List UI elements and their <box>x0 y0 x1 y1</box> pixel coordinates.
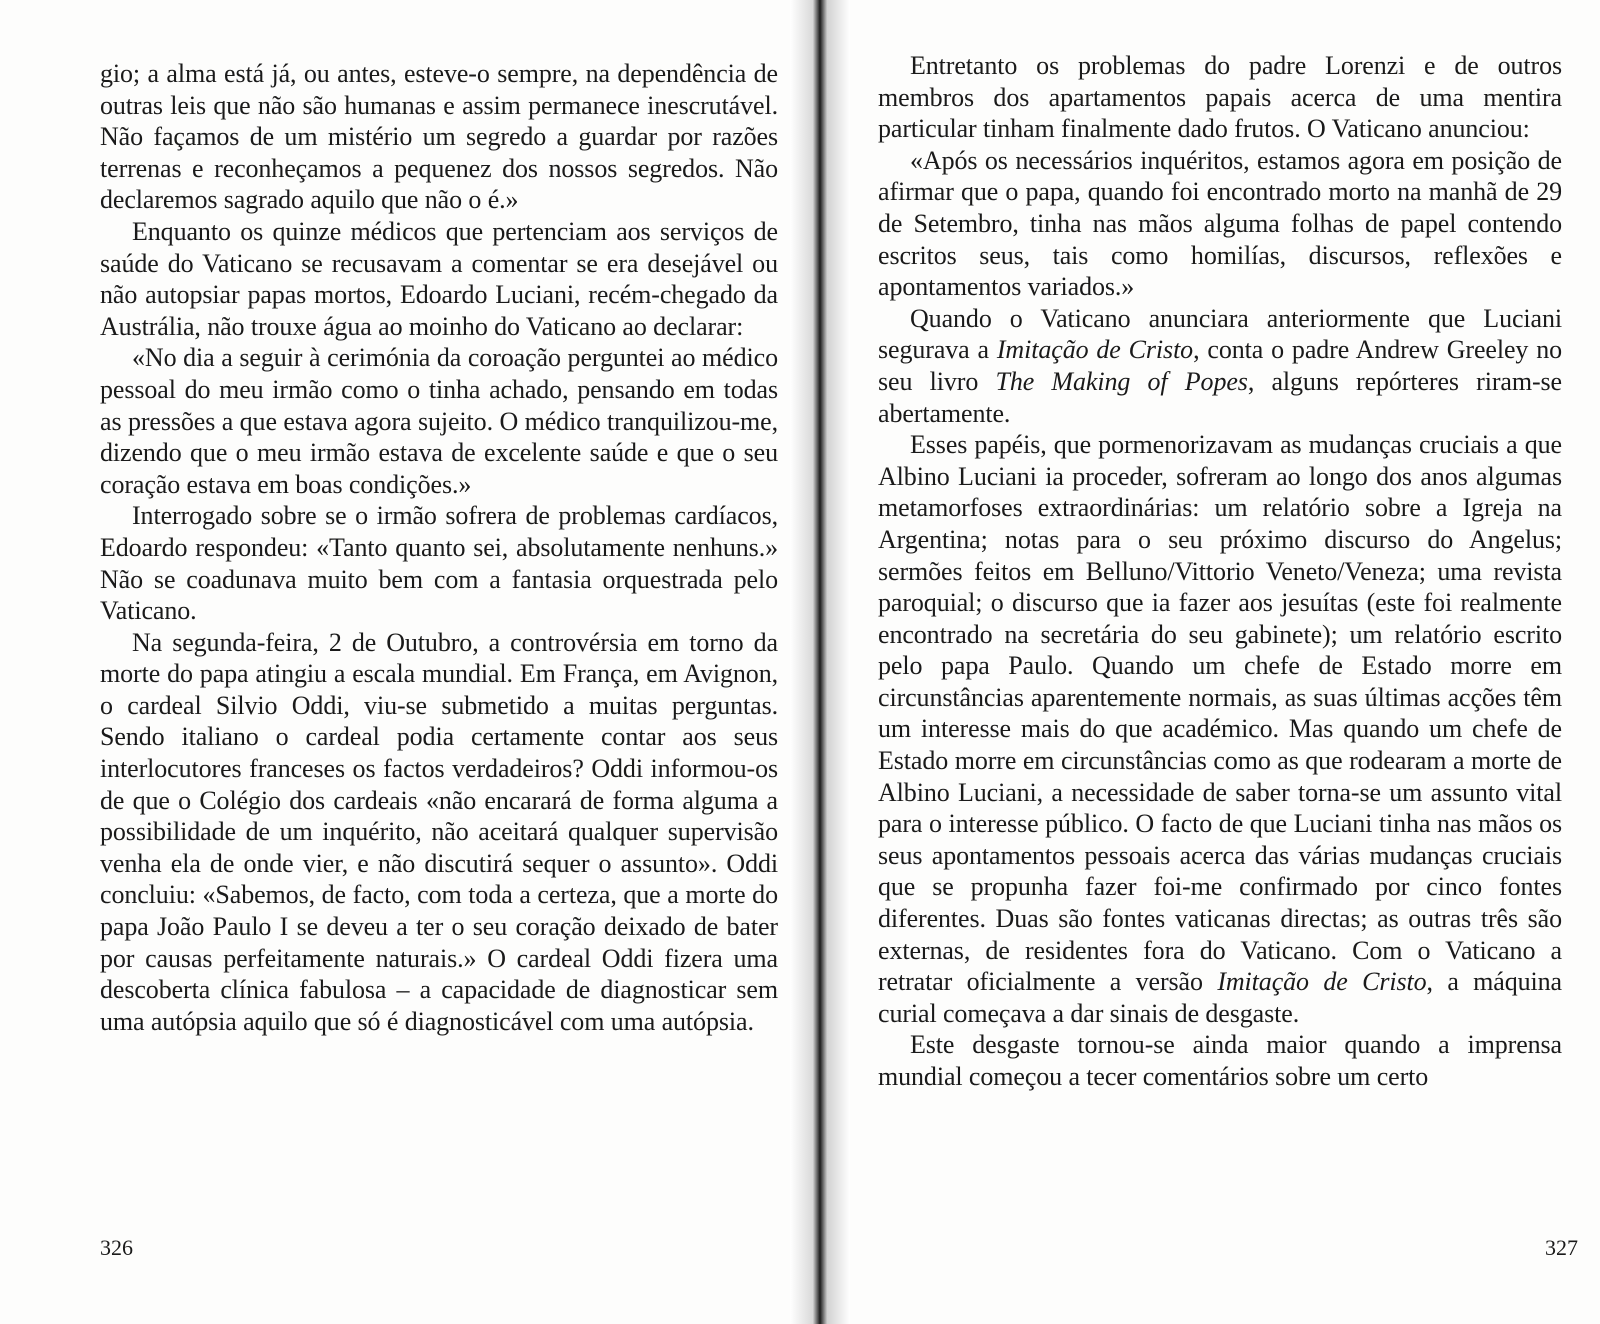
book-title-italic: The Making of Popes <box>995 366 1248 396</box>
paragraph <box>878 429 1562 1029</box>
page-number: 326 <box>100 1235 133 1260</box>
left-page-text <box>100 58 778 1037</box>
paragraph-text: Quando o Vaticano anunciara anteriormente que Luciani segurava a <box>878 303 1562 365</box>
paragraph-text: Esses papéis, que pormenorizavam as mudanças cruciais a que Albino Luciani ia proceder, sofreram ao longo dos anos algumas metamorfoses extraordinárias: um relatório sobre a Igreja na Argentina; notas para o seu próximo discurso do Angelus; sermões feitos em Belluno/Vittorio Veneto/Veneza; uma revista paroquial; o discurso que ia fazer aos jesuítas (este foi realmente encontrado na secretária do seu gabinete); um relatório escrito pelo papa Paulo. Quando um chefe de Estado morre em circunstâncias aparentemente normais, as suas últimas acções têm um interesse mais do que académico. Mas quando um chefe de Estado morre em circunstâncias como as que rodearam a morte de Albino Luciani, a necessidade de saber torna-se um assunto vital para o interesse público. O facto de que Luciani tinha nas mãos os seus apontamentos pessoais acerca das várias mudanças cruciais que se propunha fazer foi-me confirmado por cinco fontes diferentes. Duas são fontes vaticanas directas; as outras três são externas, de residentes fora do Vaticano. Com o Vaticano a retratar oficialmente a versão <box>878 430 1562 997</box>
book-title-italic: Imitação de Cristo <box>1217 967 1427 997</box>
page-number: 327 <box>1545 1235 1578 1260</box>
paragraph: Interrogado sobre se o irmão sofrera de problemas cardíacos, Edoardo respondeu: «Tanto quanto sei, absolutamente nenhuns.» Não se coadunava muito bem com a fantasia orquestrada pelo Vaticano. <box>100 501 778 626</box>
right-page <box>850 0 1600 1324</box>
paragraph: Entretanto os problemas do padre Lorenzi e de outros membros dos apartamentos papais acerca de uma mentira particular tinham finalmente dado frutos. O Vaticano anunciou: <box>878 51 1562 144</box>
paragraph: Na segunda-feira, 2 de Outubro, a controvérsia em torno da morte do papa atingiu a escala mundial. Em França, em Avignon, o cardeal Silvio Oddi, viu-se submetido a muitas perguntas. Sendo italiano o cardeal podia certamente contar aos seus interlocutores franceses os factos verdadeiros? Oddi informou-os de que o Colégio dos cardeais «não encarará de forma alguma a possibilidade de um inquérito, não aceitará qualquer supervisão venha ela de onde vier, e não discutirá sequer o assunto». Oddi concluiu: «Sabemos, de facto, com toda a certeza, que a morte do papa João Paulo I se deveu a ter o seu coração deixado de bater por causas perfeitamente naturais.» O cardeal Oddi fizera uma descoberta clínica fabulosa – a capacidade de diagnosticar sem uma autópsia aquilo que só é diagnosticável com uma autópsia. <box>100 627 778 1036</box>
paragraph-text: , a máquina curial começava a dar sinais de desgaste. <box>878 967 1562 1028</box>
left-page <box>0 0 790 1324</box>
paragraph-text: , conta o padre Andrew Greeley no seu livro <box>878 335 1563 396</box>
paragraph: Enquanto os quinze médicos que pertenciam aos serviços de saúde do Vaticano se recusavam a comentar se era desejável ou não autopsiar papas mortos, Edoardo Luciani, recém-chegado da Austrália, não trouxe água ao moinho do Vaticano ao declarar: <box>100 216 778 341</box>
paragraph: gio; a alma está já, ou antes, esteve-o sempre, na dependência de outras leis que não são humanas e assim permanece inescrutável. Não façamos de um mistério um segredo a guardar por razões terrenas e reconheçamos a pequenez dos nossos segredos. Não declaremos sagrado aquilo que não o é.» <box>100 59 778 215</box>
book-gutter <box>790 0 850 1324</box>
book-title-italic: Imitação de Cristo <box>996 335 1194 365</box>
paragraph: «No dia a seguir à cerimónia da coroação perguntei ao médico pessoal do meu irmão como o tinha achado, pensando em todas as pressões a que estava agora sujeito. O médico tranquilizou-me, dizendo que o meu irmão estava de excelente saúde e que o seu coração estava em boas condições.» <box>100 343 778 499</box>
paragraph: Este desgaste tornou-se ainda maior quando a imprensa mundial começou a tecer comentários sobre um certo <box>878 1030 1562 1091</box>
right-page-text <box>878 50 1562 1093</box>
paragraph-text: , alguns repórteres riram-se abertamente. <box>878 366 1563 428</box>
paragraph <box>878 303 1562 429</box>
paragraph: «Após os necessários inquéritos, estamos agora em posição de afirmar que o papa, quando foi encontrado morto na manhã de 29 de Setembro, tinha nas mãos alguma folhas de papel contendo escritos seus, tais como homilías, discursos, reflexões e apontamentos variados.» <box>878 145 1562 302</box>
